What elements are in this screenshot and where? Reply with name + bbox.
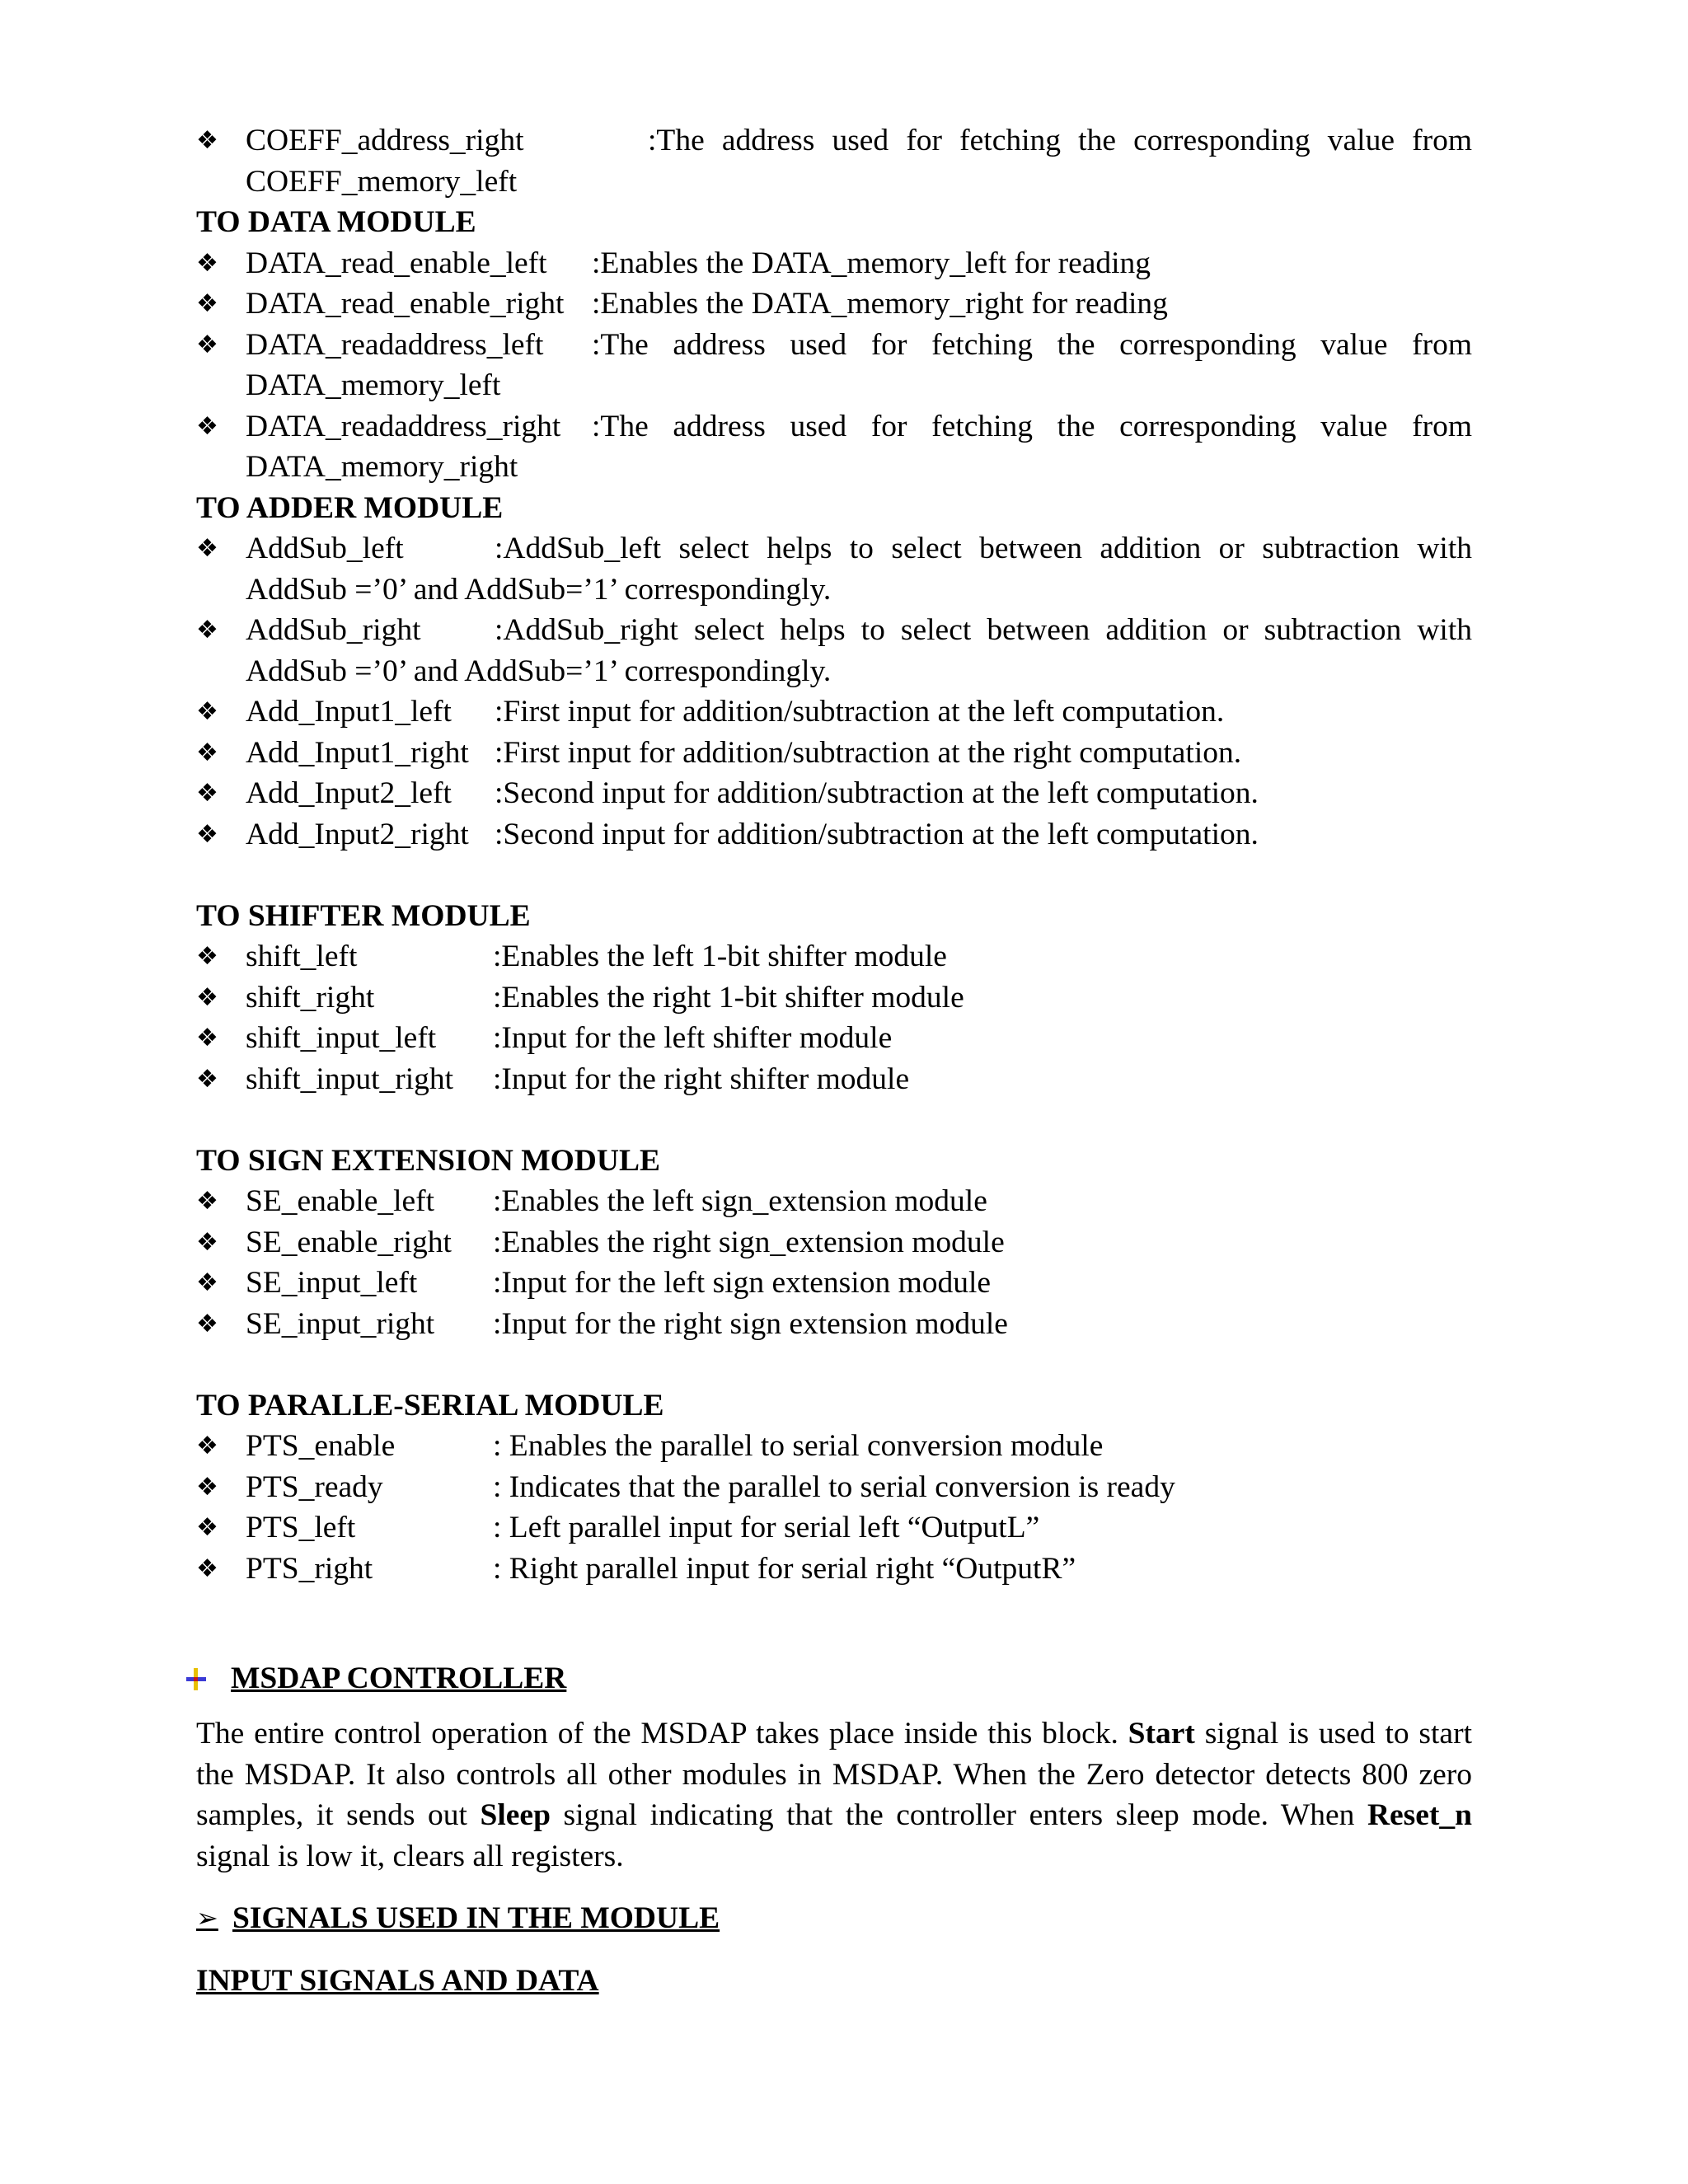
signal-name: SE_enable_right — [246, 1225, 452, 1259]
section-heading: TO SIGN EXTENSION MODULE — [196, 1143, 660, 1178]
signal-name: SE_enable_left — [246, 1184, 435, 1218]
spacer — [196, 855, 1472, 896]
diamond-bullet-icon: ❖ — [196, 330, 218, 359]
signal-description: :Enables the right sign_extension module — [493, 1225, 1005, 1259]
signal-description: :AddSub_left select helps to select between addition or subtraction with — [495, 532, 1472, 565]
arrow-bullet-icon: ➢ — [196, 1902, 218, 1933]
list-item — [196, 1181, 1472, 1222]
signal-description-continued: AddSub =’0’ and AddSub=’1’ correspondingly. — [246, 654, 832, 688]
signal-description: : Indicates that the parallel to serial conversion is ready — [493, 1469, 1175, 1504]
signal-name: DATA_readaddress_left — [246, 327, 544, 362]
diamond-bullet-icon: ❖ — [196, 1432, 218, 1460]
diamond-bullet-icon: ❖ — [196, 1064, 218, 1094]
list-item — [196, 1507, 1472, 1549]
diamond-bullet-icon: ❖ — [196, 1554, 218, 1583]
diamond-bullet-icon: ❖ — [196, 738, 218, 767]
diamond-bullet-icon: ❖ — [196, 819, 218, 849]
signal-description: :The address used for fetching the corresponding value from — [592, 327, 1472, 362]
list-item — [196, 528, 1472, 569]
diamond-bullet-icon: ❖ — [196, 616, 218, 644]
controller-paragraph — [196, 1713, 1472, 1877]
controller-heading-text: MSDAP CONTROLLER — [231, 1661, 567, 1695]
signal-description: :First input for addition/subtraction at the right computation. — [495, 735, 1242, 770]
signal-name: DATA_read_enable_right — [246, 287, 565, 321]
section-heading: TO ADDER MODULE — [196, 490, 504, 525]
signal-name: PTS_ready — [246, 1469, 383, 1504]
signal-description-continued: DATA_memory_left — [246, 368, 501, 402]
paragraph-bold-term: Reset_n — [1367, 1798, 1473, 1832]
section-heading: TO PARALLE-SERIAL MODULE — [196, 1388, 664, 1422]
signal-description: :Enables the left 1-bit shifter module — [493, 940, 947, 973]
signal-name: Add_Input2_left — [246, 776, 452, 810]
signal-description: :The address used for fetching the corresponding value from — [648, 124, 1472, 157]
diamond-bullet-icon: ❖ — [196, 289, 218, 318]
list-item — [196, 610, 1472, 651]
list-item — [196, 325, 1472, 366]
signal-description: :First input for addition/subtraction at the left computation. — [495, 695, 1225, 729]
controller-heading — [196, 1658, 1472, 1699]
diamond-bullet-icon: ❖ — [196, 411, 218, 441]
list-item — [196, 406, 1472, 448]
signal-description: :Enables the DATA_memory_right for reading — [592, 287, 1168, 321]
section-heading: TO DATA MODULE — [196, 205, 476, 239]
diamond-bullet-icon: ❖ — [196, 1187, 218, 1216]
diamond-bullet-icon: ❖ — [196, 1513, 218, 1542]
signal-description-continued: DATA_memory_right — [246, 450, 518, 484]
diamond-bullet-icon: ❖ — [196, 126, 218, 155]
signal-description: :Enables the left sign_extension module — [493, 1184, 987, 1218]
signal-description: : Left parallel input for serial left “OutputL” — [493, 1511, 1040, 1544]
list-item — [196, 1263, 1472, 1304]
diamond-bullet-icon: ❖ — [196, 248, 218, 278]
paragraph-text: signal is used to start the MSDAP. It also controls all other modules in MSDAP. When the Zero detector detects 800 zero samples, it sends out — [196, 1717, 1472, 1832]
list-item — [196, 1222, 1472, 1263]
paragraph-bold-term: Start — [1128, 1717, 1195, 1750]
signal-description: : Right parallel input for serial right “OutputR” — [493, 1551, 1076, 1586]
list-item — [196, 1059, 1472, 1100]
list-item — [196, 1549, 1472, 1590]
diamond-bullet-icon: ❖ — [196, 779, 218, 808]
signal-name: PTS_enable — [246, 1429, 396, 1463]
signal-name: PTS_left — [246, 1511, 356, 1544]
signal-name: SE_input_left — [246, 1266, 418, 1300]
list-item — [196, 1304, 1472, 1345]
input-signals-heading: INPUT SIGNALS AND DATA — [196, 1963, 599, 1998]
signal-name: Add_Input1_right — [246, 735, 469, 770]
diamond-bullet-icon: ❖ — [196, 942, 218, 971]
diamond-bullet-icon: ❖ — [196, 1309, 218, 1338]
signal-description: :AddSub_right select helps to select between addition or subtraction with — [495, 613, 1472, 647]
signal-description: :The address used for fetching the corresponding value from — [592, 409, 1472, 443]
paragraph-text: signal is low it, clears all registers. — [196, 1839, 624, 1873]
signal-description-continued: COEFF_memory_left — [246, 164, 518, 199]
document-page — [196, 120, 1472, 2001]
signal-description: :Input for the left shifter module — [493, 1021, 893, 1055]
signal-description: :Second input for addition/subtraction at the left computation. — [495, 817, 1259, 851]
signal-name: shift_left — [246, 940, 358, 973]
list-item — [196, 977, 1472, 1019]
signal-name: shift_input_right — [246, 1062, 454, 1096]
diamond-bullet-icon: ❖ — [196, 697, 218, 726]
signal-name: Add_Input1_left — [246, 695, 452, 729]
paragraph-text: signal indicating that the controller enters sleep mode. When — [550, 1798, 1367, 1832]
signal-description: : Enables the parallel to serial conversion module — [493, 1429, 1104, 1463]
signal-name: DATA_readaddress_right — [246, 409, 561, 443]
signals-heading-text: SIGNALS USED IN THE MODULE — [232, 1901, 720, 1935]
section-heading: TO SHIFTER MODULE — [196, 898, 531, 933]
signal-description: :Input for the left sign extension module — [493, 1266, 992, 1300]
signal-name: shift_input_left — [246, 1021, 437, 1055]
list-item — [196, 773, 1472, 814]
list-item — [196, 120, 1472, 162]
signal-description: :Enables the DATA_memory_left for reading — [592, 246, 1151, 280]
list-item — [196, 1426, 1472, 1467]
list-item — [196, 1467, 1472, 1508]
spacer — [196, 1344, 1472, 1385]
paragraph-bold-term: Sleep — [480, 1798, 551, 1832]
list-item — [196, 733, 1472, 774]
list-item — [196, 1018, 1472, 1059]
signal-name: COEFF_address_right — [246, 124, 524, 157]
paragraph-text: The entire control operation of the MSDAP takes place inside this block. — [196, 1717, 1128, 1750]
list-item — [196, 936, 1472, 977]
signal-name: shift_right — [246, 980, 375, 1015]
diamond-bullet-icon: ❖ — [196, 1472, 218, 1502]
list-item — [196, 691, 1472, 733]
spacer — [196, 1099, 1472, 1141]
spacer — [196, 1589, 1472, 1630]
signals-heading — [196, 1898, 1472, 1939]
signal-name: PTS_right — [246, 1551, 373, 1586]
list-item — [196, 243, 1472, 284]
signal-name: AddSub_left — [246, 532, 404, 565]
signal-description: :Enables the right 1-bit shifter module — [493, 980, 964, 1015]
diamond-bullet-icon: ❖ — [196, 1268, 218, 1297]
diamond-bullet-icon: ❖ — [196, 1024, 218, 1052]
signal-description: :Second input for addition/subtraction at the left computation. — [495, 776, 1259, 810]
list-item — [196, 284, 1472, 325]
signal-description: :Input for the right shifter module — [493, 1062, 910, 1096]
list-item — [196, 814, 1472, 855]
signal-description-continued: AddSub =’0’ and AddSub=’1’ correspondingly. — [246, 572, 832, 607]
signal-name: AddSub_right — [246, 613, 421, 647]
diamond-bullet-icon: ❖ — [196, 1227, 218, 1257]
signal-name: SE_input_right — [246, 1306, 435, 1341]
diamond-bullet-icon: ❖ — [196, 534, 218, 563]
signal-name: DATA_read_enable_left — [246, 246, 547, 280]
signal-description: :Input for the right sign extension module — [493, 1306, 1008, 1341]
diamond-bullet-icon: ❖ — [196, 982, 218, 1012]
signal-name: Add_Input2_right — [246, 817, 469, 851]
plus-bullet-icon — [183, 1666, 226, 1690]
